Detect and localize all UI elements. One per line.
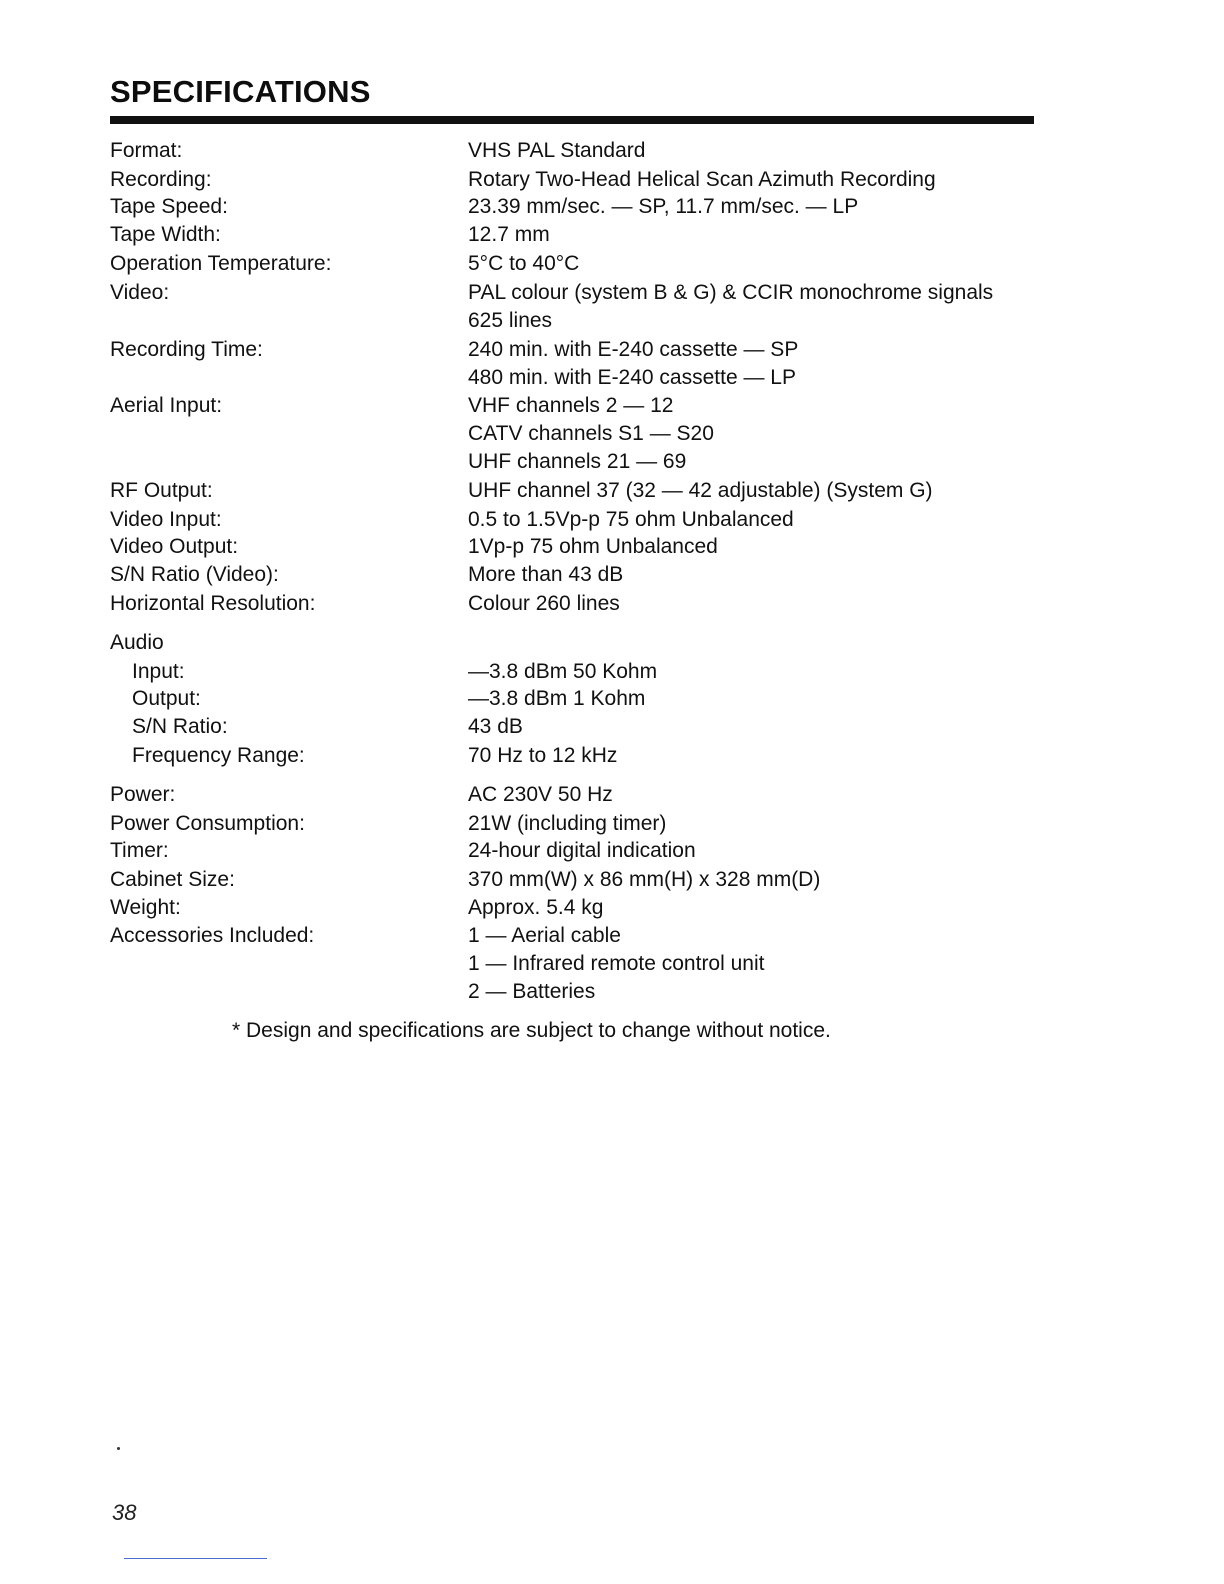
spec-label: Cabinet Size:: [110, 868, 235, 891]
spec-value: 2 — Batteries: [468, 980, 596, 1003]
spec-label: Format:: [110, 139, 183, 162]
bottom-line: [124, 1558, 267, 1559]
spec-value: Approx. 5.4 kg: [468, 896, 604, 919]
spec-label: Timer:: [110, 839, 169, 862]
spec-label: Operation Temperature:: [110, 252, 332, 275]
title-rule: [110, 116, 1034, 124]
spec-value: UHF channel 37 (32 — 42 adjustable) (System G): [468, 479, 933, 502]
spec-value: 23.39 mm/sec. — SP, 11.7 mm/sec. — LP: [468, 195, 859, 218]
spec-value: 625 lines: [468, 309, 553, 332]
spec-value: 1Vp-p 75 ohm Unbalanced: [468, 535, 718, 558]
spec-value: 1 — Aerial cable: [468, 924, 621, 947]
spec-value: PAL colour (system B & G) & CCIR monochrome signals: [468, 281, 994, 304]
spec-label: Horizontal Resolution:: [110, 592, 316, 615]
spec-value: 480 min. with E-240 cassette — LP: [468, 366, 796, 389]
spec-label: Tape Speed:: [110, 195, 228, 218]
spec-value: 12.7 mm: [468, 223, 550, 246]
spec-value: 370 mm(W) x 86 mm(H) x 328 mm(D): [468, 868, 821, 891]
spec-label: Aerial Input:: [110, 394, 223, 417]
spec-label: Video Input:: [110, 508, 222, 531]
spec-label: Input:: [132, 660, 185, 683]
spec-label: Audio: [110, 631, 164, 654]
spec-value: Rotary Two-Head Helical Scan Azimuth Recording: [468, 168, 936, 191]
spec-label: Tape Width:: [110, 223, 221, 246]
spec-value: 70 Hz to 12 kHz: [468, 744, 618, 767]
spec-value: —3.8 dBm 50 Kohm: [468, 660, 658, 683]
disclaimer-note: * Design and specifications are subject to change without notice.: [232, 1019, 831, 1042]
spec-value: Colour 260 lines: [468, 592, 620, 615]
spec-value: VHF channels 2 — 12: [468, 394, 674, 417]
stray-mark: [117, 1447, 120, 1450]
spec-label: Output:: [132, 687, 201, 710]
spec-value: 240 min. with E-240 cassette — SP: [468, 338, 799, 361]
spec-label: Video Output:: [110, 535, 239, 558]
spec-value: 21W (including timer): [468, 812, 667, 835]
spec-label: S/N Ratio:: [132, 715, 228, 738]
spec-value: 24-hour digital indication: [468, 839, 696, 862]
spec-value: CATV channels S1 — S20: [468, 422, 714, 445]
spec-value: 5°C to 40°C: [468, 252, 580, 275]
spec-value: UHF channels 21 — 69: [468, 450, 687, 473]
spec-label: Recording Time:: [110, 338, 263, 361]
spec-value: VHS PAL Standard: [468, 139, 646, 162]
spec-value: 43 dB: [468, 715, 523, 738]
spec-label: Recording:: [110, 168, 212, 191]
spec-label: Weight:: [110, 896, 181, 919]
spec-label: Power:: [110, 783, 176, 806]
spec-value: 0.5 to 1.5Vp-p 75 ohm Unbalanced: [468, 508, 794, 531]
spec-value: AC 230V 50 Hz: [468, 783, 613, 806]
page-number: 38: [112, 1500, 137, 1525]
spec-value: More than 43 dB: [468, 563, 624, 586]
spec-label: S/N Ratio (Video):: [110, 563, 279, 586]
spec-value: 1 — Infrared remote control unit: [468, 952, 765, 975]
spec-label: Frequency Range:: [132, 744, 305, 767]
spec-label: Accessories Included:: [110, 924, 315, 947]
spec-value: —3.8 dBm 1 Kohm: [468, 687, 646, 710]
spec-label: Power Consumption:: [110, 812, 305, 835]
page-title: SPECIFICATIONS: [110, 74, 371, 109]
spec-label: Video:: [110, 281, 170, 304]
spec-label: RF Output:: [110, 479, 213, 502]
